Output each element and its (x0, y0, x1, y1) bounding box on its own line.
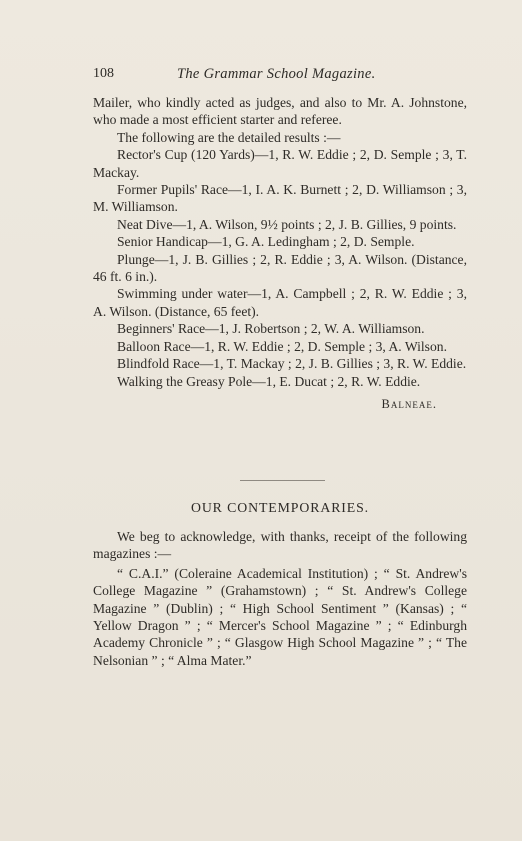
result-balloon-race: Balloon Race—1, R. W. Eddie ; 2, D. Semple ; 3, A. Wilson. (117, 338, 447, 354)
result-senior-handicap: Senior Handicap—1, G. A. Ledingham ; 2, D. Semple. (117, 234, 415, 250)
result-greasy-pole: Walking the Greasy Pole—1, E. Ducat ; 2, R. W. Eddie. (117, 373, 421, 389)
section-heading: OUR CONTEMPORARIES. (190, 500, 370, 515)
result-former-pupils-race: Former Pupils' Race—1, I. A. K. Burnett ; 2, D. Williamson ; 3, M. Williamson. (93, 182, 467, 215)
result-neat-dive: Neat Dive—1, A. Wilson, 9½ points ; 2, J. B. Gillies, 9 points. (117, 216, 457, 232)
running-title: The Grammar School Magazine. (177, 66, 376, 82)
result-blindfold-race: Blindfold Race—1, T. Mackay ; 2, J. B. Gillies ; 3, R. W. Eddie. (117, 356, 467, 372)
author-signature: Balneae. (381, 396, 437, 411)
report-paragraph: Mailer, who kindly acted as judges, and also to Mr. A. Johnstone, who made a most efficient starter and referee. (93, 95, 467, 128)
section-divider (240, 480, 325, 481)
contemporaries-intro: We beg to acknowledge, with thanks, receipt of the following magazines :— (93, 529, 467, 562)
result-plunge: Plunge—1, J. B. Gillies ; 2, R. Eddie ; 3, A. Wilson. (Distance, 46 ft. 6 in.). (93, 251, 467, 285)
result-rectors-cup: Rector's Cup (120 Yards)—1, R. W. Eddie ; 2, D. Semple ; 3, T. Mackay. (93, 147, 467, 180)
result-beginners-race: Beginners' Race—1, J. Robertson ; 2, W. A. Williamson. (117, 321, 425, 337)
page-header (93, 66, 433, 86)
sports-report (93, 94, 467, 413)
result-swimming-under-water: Swimming under water—1, A. Campbell ; 2, R. W. Eddie ; 3, A. Wilson. (Distance, 65 feet). (93, 286, 467, 319)
contemporaries-list: “ C.A.I.” (Coleraine Academical Institution) ; “ St. Andrew's College Magazine ” (Grahamstown) ; “ St. Andrew's College Magazine ” (Dublin) ; “ High School Sentiment ” (Kansas) ; “ Yellow Dragon ” ; “ Mercer's School Magazine ” ; “ Edinburgh Academy Chronicle ” ; “ Glasgow High School Magazine ” ; “ The Nelsonian ” ; “ Alma Mater.” (93, 565, 467, 668)
contemporaries-body (93, 528, 467, 669)
report-paragraph: The following are the detailed results :— (117, 129, 341, 145)
page-number: 108 (93, 66, 114, 81)
